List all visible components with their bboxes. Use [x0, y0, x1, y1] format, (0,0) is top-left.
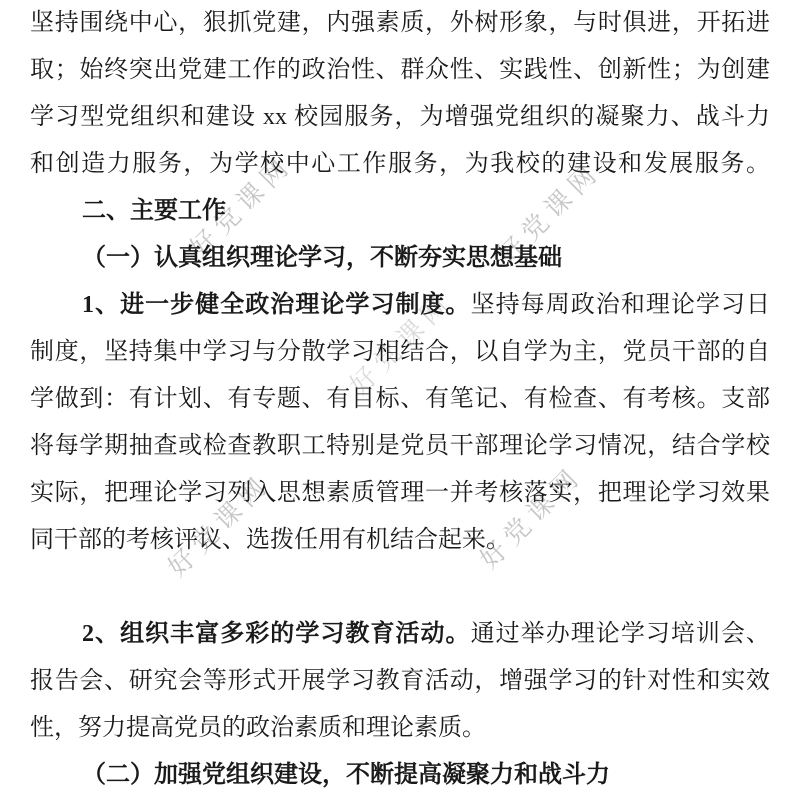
item-2-title: 2、组织丰富多彩的学习教育活动。: [82, 621, 471, 647]
watermark: 好党课网: [162, 468, 277, 583]
document-body: [30, 0, 770, 799]
text-line: 报告会、研究会等形式开展学习教育活动，增强学习的针对性和实效: [30, 668, 770, 694]
subsection-1-heading: （一）认真组织理论学习，不断夯实思想基础: [82, 245, 562, 271]
blank-line: [30, 564, 770, 611]
text-line: 学习型党组织和建设 xx 校园服务，为增强党组织的凝聚力、战斗力: [30, 104, 770, 130]
item-2-text: 通过举办理论学习培训会、: [470, 621, 771, 647]
text-line: 坚持围绕中心，狠抓党建，内强素质，外树形象，与时俱进，开拓进: [30, 10, 770, 36]
text-line: 取；始终突出党建工作的政治性、群众性、实践性、创新性；为创建: [30, 57, 770, 83]
text-line: 制度，坚持集中学习与分散学习相结合，以自学为主，党员干部的自: [30, 339, 770, 365]
item-1-text: 坚持每周政治和理论学习日: [470, 292, 771, 318]
subsection-2-heading: （二）加强党组织建设，不断提高凝聚力和战斗力: [82, 762, 610, 788]
text-line: 将每学期抽查或检查教职工特别是党员干部理论学习情况，结合学校: [30, 433, 770, 459]
text-line: 和创造力服务，为学校中心工作服务，为我校的建设和发展服务。: [30, 151, 770, 177]
text-line: 实际，把理论学习列入思想素质管理一并考核落实，把理论学习效果: [30, 480, 770, 506]
watermark: 好党课网: [474, 460, 589, 575]
watermark: 好党课网: [492, 156, 607, 271]
section-2-heading: 二、主要工作: [82, 198, 226, 224]
watermark: 好党课网: [184, 149, 299, 264]
item-1-title: 1、进一步健全政治理论学习制度。: [82, 292, 471, 318]
text-line: 学做到：有计划、有专题、有目标、有笔记、有检查、有考核。支部: [30, 386, 770, 412]
item-1-line: [30, 282, 770, 329]
text-line: 性，努力提高党员的政治素质和理论素质。: [30, 715, 486, 741]
watermark: 好党课网: [344, 286, 459, 401]
item-2-line: [30, 611, 770, 658]
text-line: 同干部的考核评议、选拨任用有机结合起来。: [30, 527, 510, 553]
